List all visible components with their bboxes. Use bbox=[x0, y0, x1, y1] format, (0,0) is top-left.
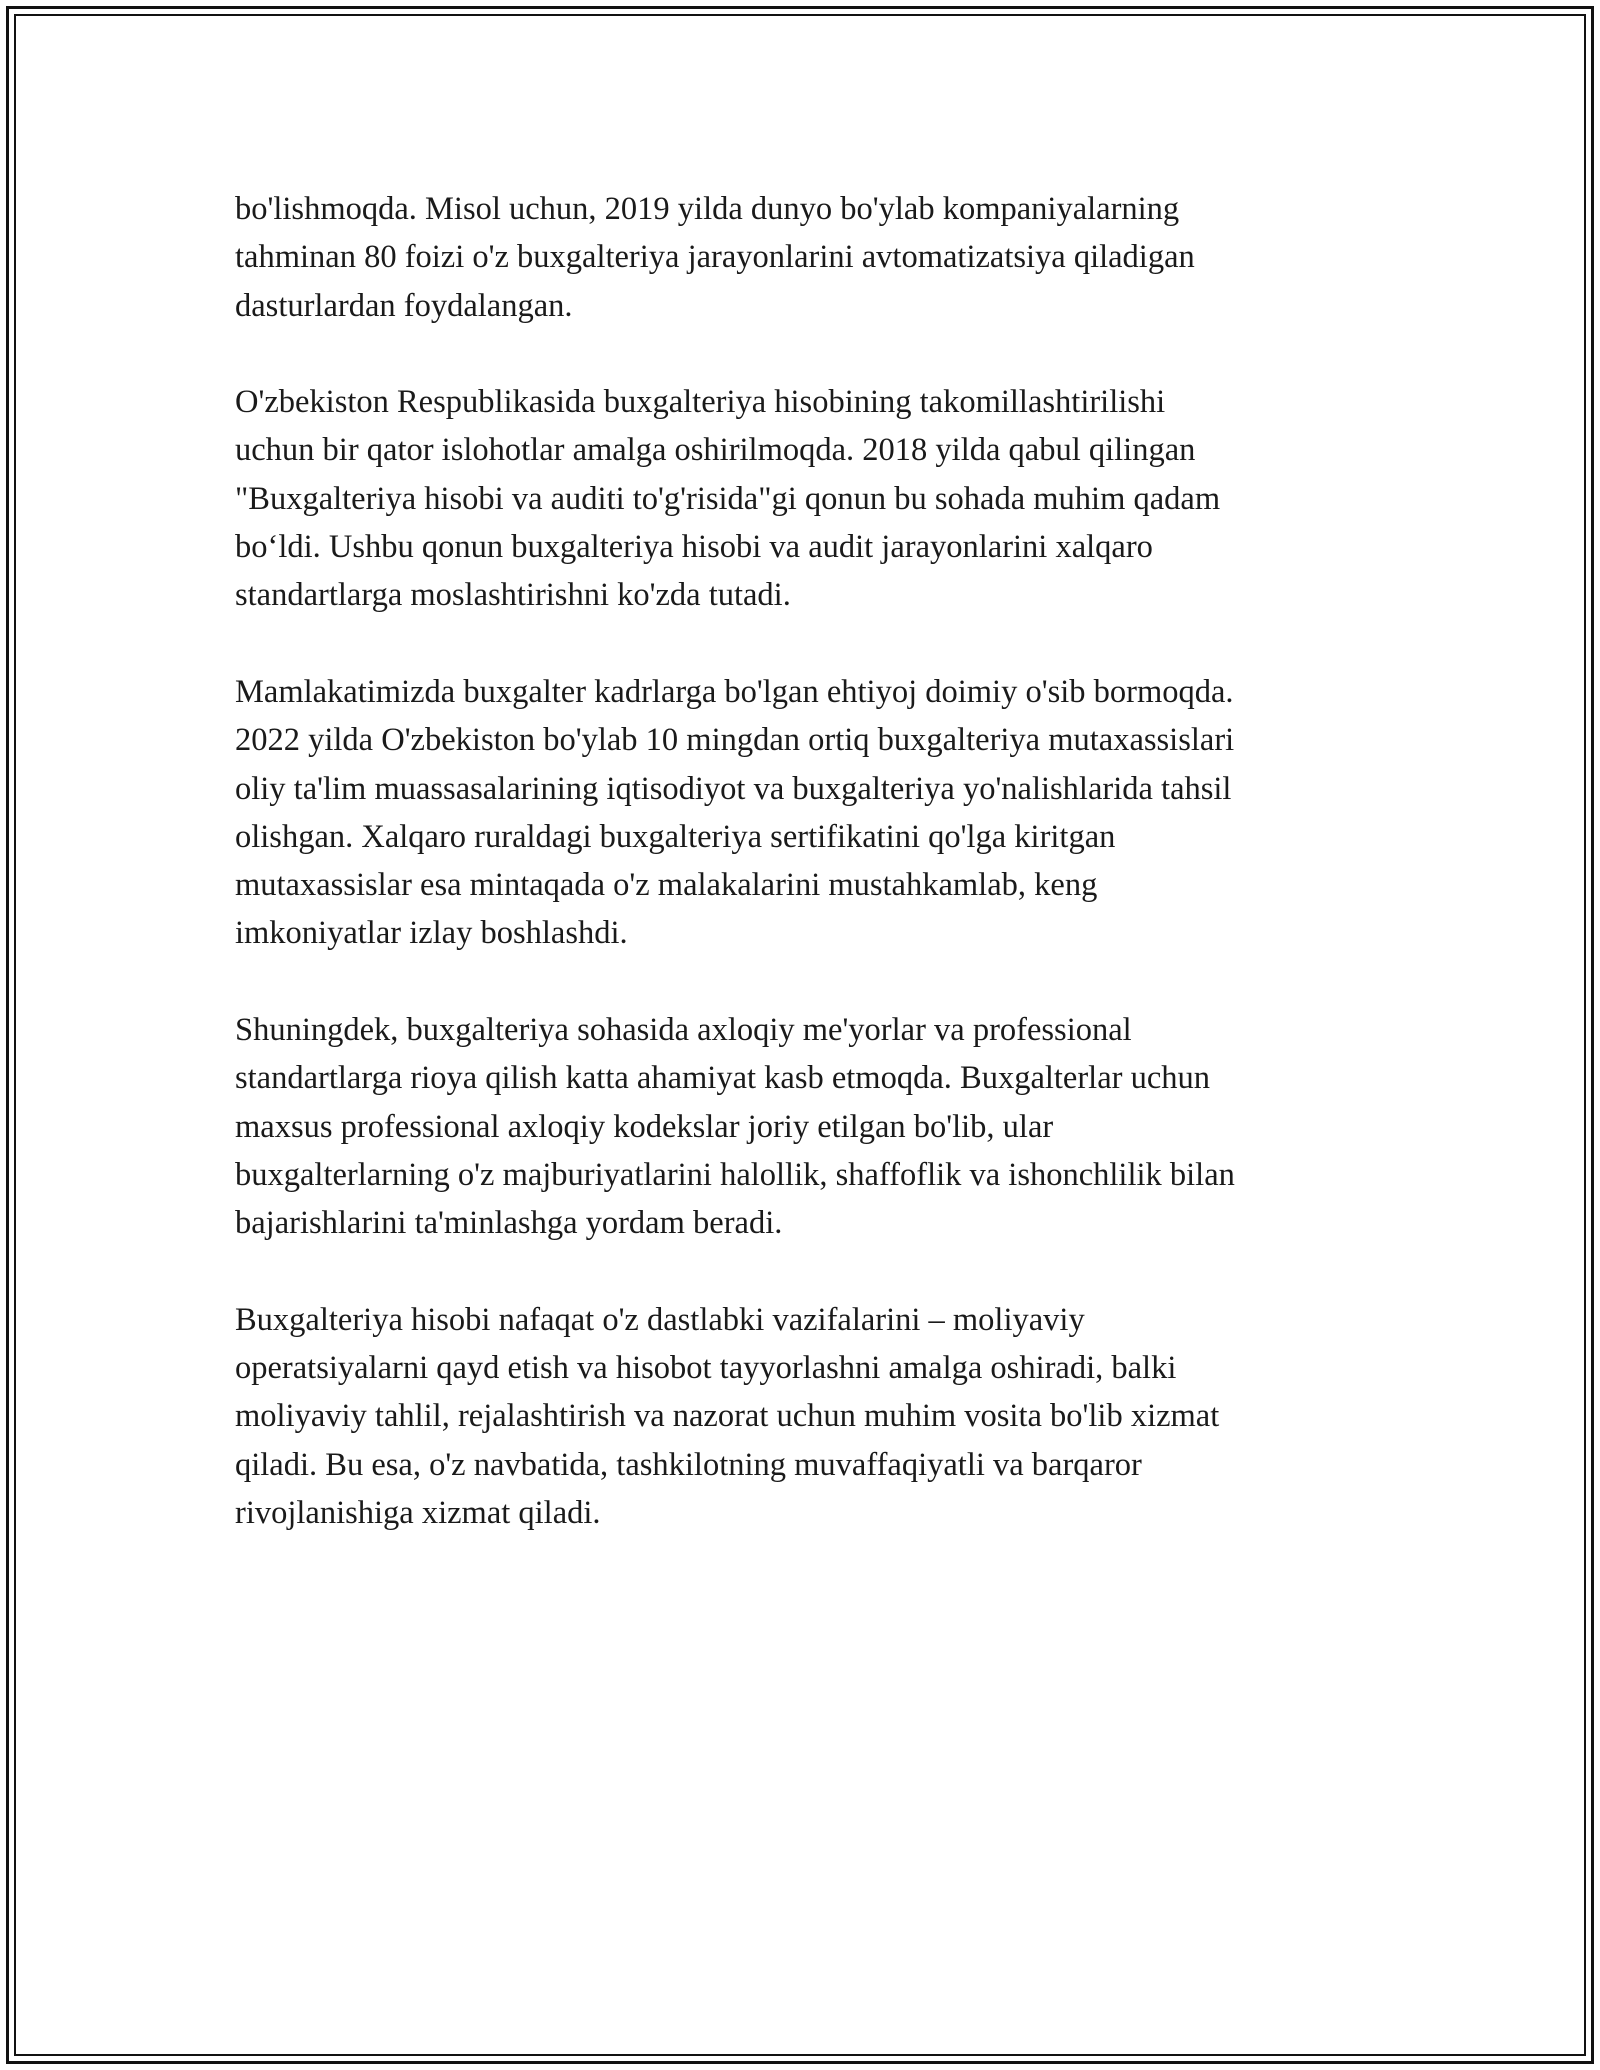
text-line: olishgan. Xalqaro ruraldagi buxgalteriya sertifikatini qo'lga kiritgan bbox=[235, 818, 1116, 855]
text-line: "Buxgalteriya hisobi va auditi to'g'risida"gi qonun bu sohada muhim qadam bbox=[235, 480, 1221, 517]
paragraph-4 bbox=[235, 1006, 1375, 1247]
text-line: qiladi. Bu esa, o'z navbatida, tashkilotning muvaffaqiyatli va barqaror bbox=[235, 1446, 1142, 1483]
text-line: standartlarga moslashtirishni ko'zda tutadi. bbox=[235, 577, 791, 614]
text-line: standartlarga rioya qilish katta ahamiyat kasb etmoqda. Buxgalterlar uchun bbox=[235, 1060, 1210, 1097]
text-line: imkoniyatlar izlay boshlashdi. bbox=[235, 915, 628, 952]
text-line: O'zbekiston Respublikasida buxgalteriya hisobining takomillashtirilishi bbox=[235, 384, 1166, 421]
text-line: 2022 yilda O'zbekiston bo'ylab 10 mingdan ortiq buxgalteriya mutaxassislari bbox=[235, 722, 1235, 759]
text-line: Shuningdek, buxgalteriya sohasida axloqiy me'yorlar va professional bbox=[235, 1012, 1132, 1049]
text-line: uchun bir qator islohotlar amalga oshirilmoqda. 2018 yilda qabul qilingan bbox=[235, 432, 1196, 469]
paragraph-3 bbox=[235, 668, 1375, 958]
paragraph-1 bbox=[235, 185, 1375, 330]
paragraph-2 bbox=[235, 378, 1375, 619]
text-line: oliy ta'lim muassasalarining iqtisodiyot va buxgalteriya yo'nalishlarida tahsil bbox=[235, 770, 1232, 807]
text-line: operatsiyalarni qayd etish va hisobot tayyorlashni amalga oshiradi, balki bbox=[235, 1350, 1177, 1387]
paragraph-5 bbox=[235, 1296, 1375, 1537]
text-line: mutaxassislar esa mintaqada o'z malakalarini mustahkamlab, keng bbox=[235, 867, 1098, 904]
text-line: Buxgalteriya hisobi nafaqat o'z dastlabki vazifalarini – moliyaviy bbox=[235, 1301, 1085, 1338]
text-line: moliyaviy tahlil, rejalashtirish va nazorat uchun muhim vosita bo'lib xizmat bbox=[235, 1398, 1220, 1435]
text-line: rivojlanishiga xizmat qiladi. bbox=[235, 1495, 601, 1532]
text-line: maxsus professional axloqiy kodekslar joriy etilgan bo'lib, ular bbox=[235, 1108, 1054, 1145]
document-body bbox=[235, 185, 1375, 1586]
text-line: bo‘ldi. Ushbu qonun buxgalteriya hisobi va audit jarayonlarini xalqaro bbox=[235, 529, 1153, 566]
text-line: buxgalterlarning o'z majburiyatlarini halollik, shaffoflik va ishonchlilik bilan bbox=[235, 1156, 1235, 1193]
text-line: tahminan 80 foizi o'z buxgalteriya jarayonlarini avtomatizatsiya qiladigan bbox=[235, 239, 1195, 276]
text-line: bajarishlarini ta'minlashga yordam beradi. bbox=[235, 1205, 783, 1242]
text-line: Mamlakatimizda buxgalter kadrlarga bo'lgan ehtiyoj doimiy o'sib bormoqda. bbox=[235, 673, 1234, 710]
text-line: bo'lishmoqda. Misol uchun, 2019 yilda dunyo bo'ylab kompaniyalarning bbox=[235, 191, 1180, 227]
text-line: dasturlardan foydalangan. bbox=[235, 287, 573, 324]
